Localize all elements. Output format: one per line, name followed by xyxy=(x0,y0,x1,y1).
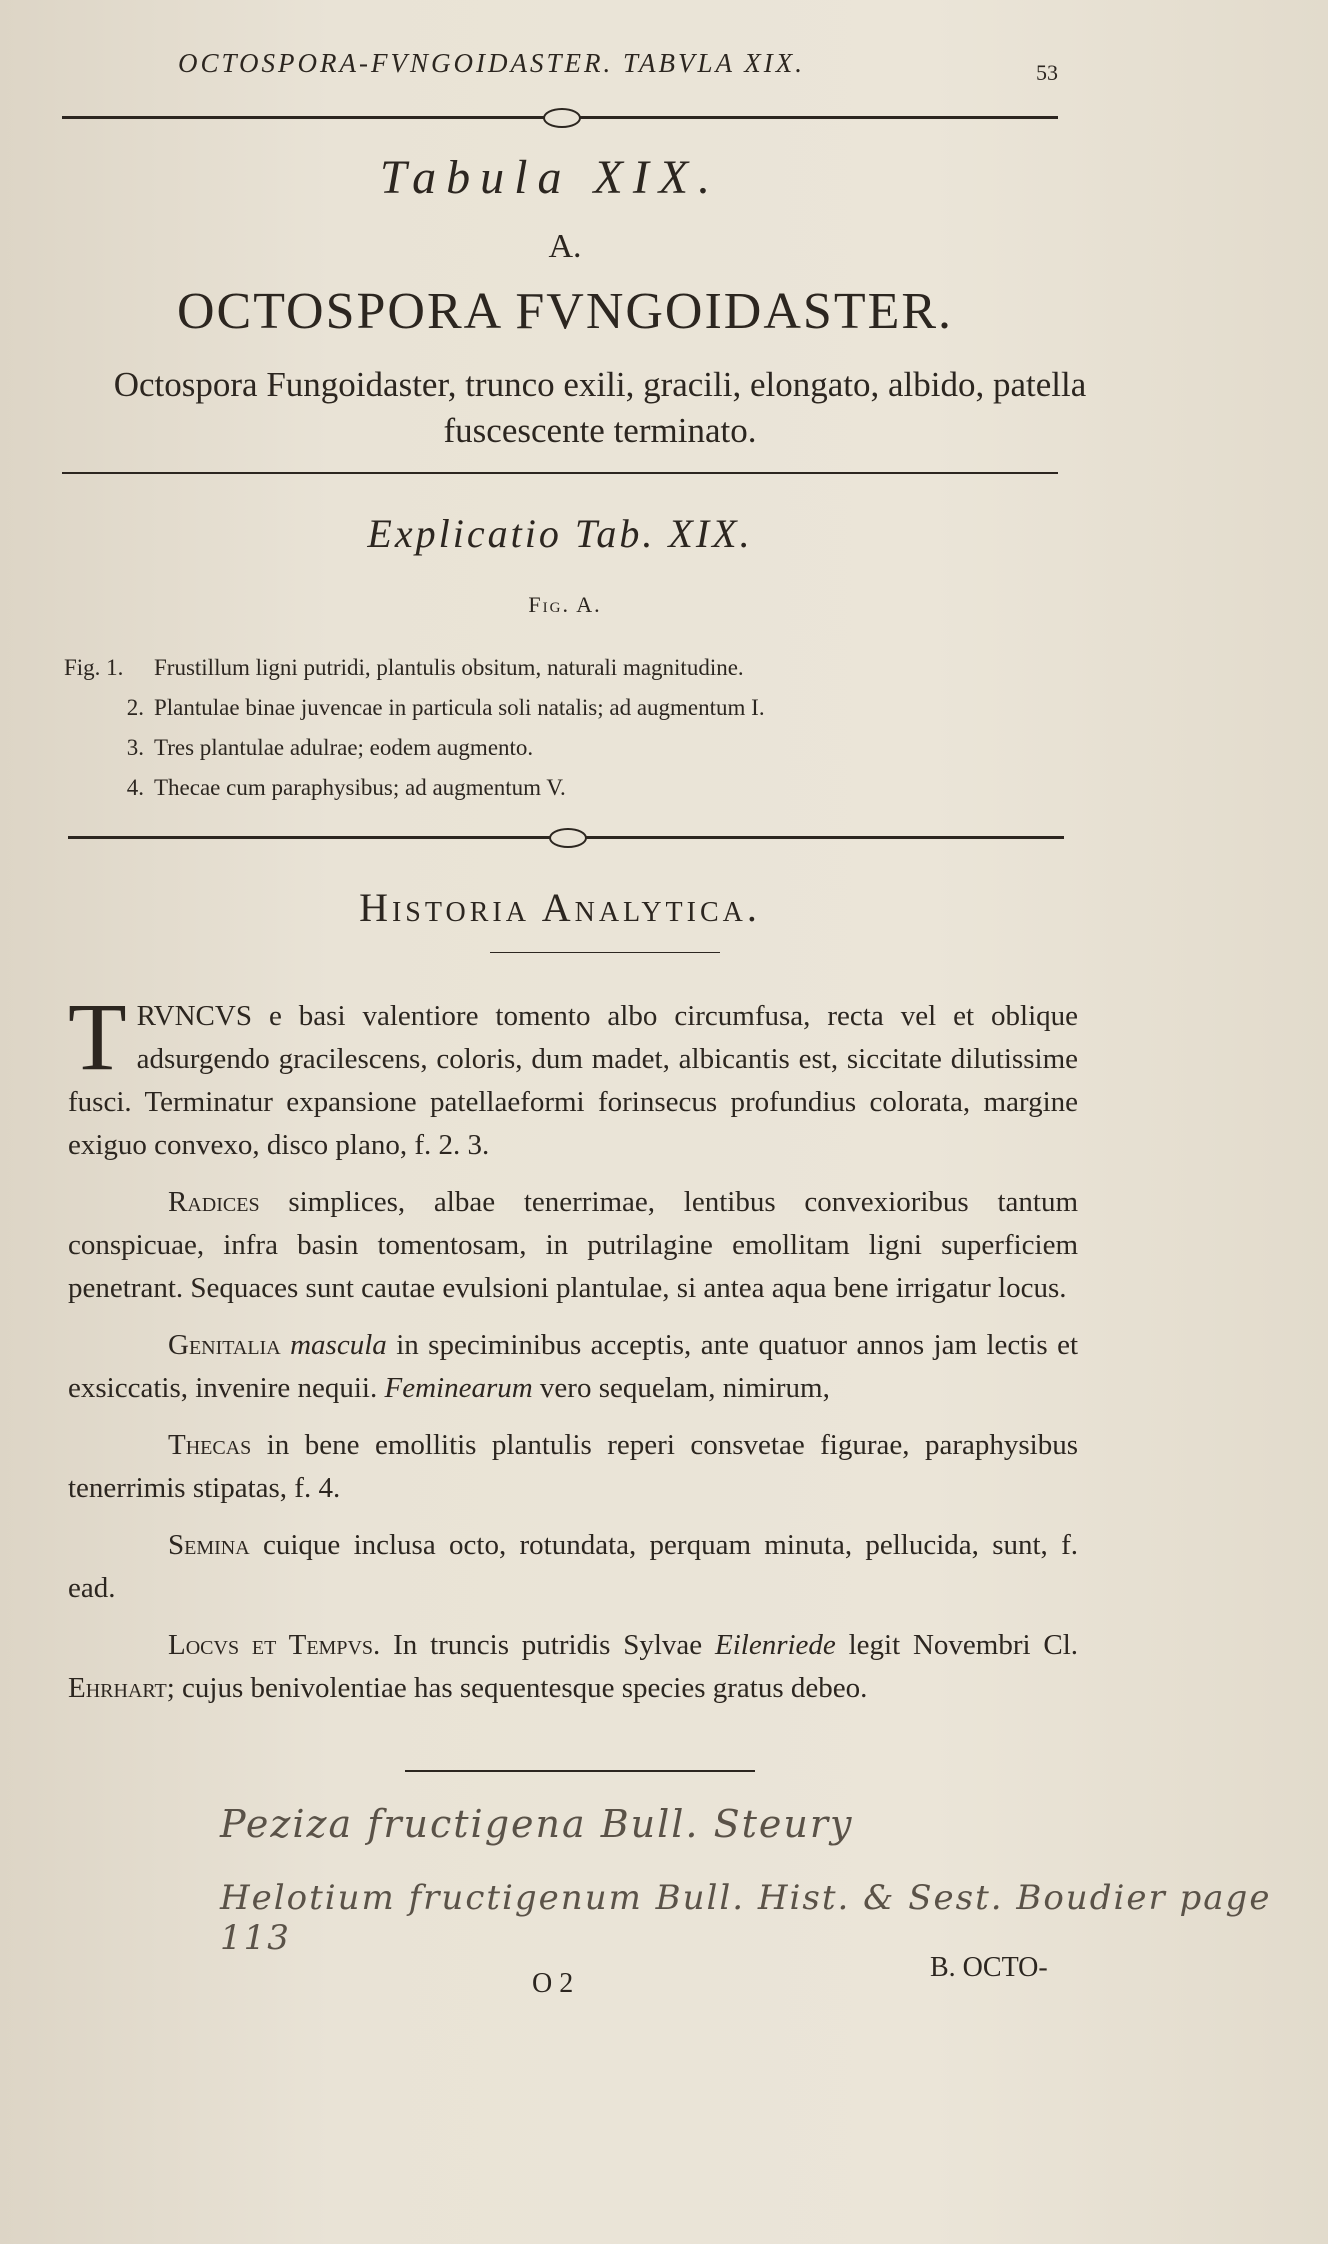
figure-number: 4. xyxy=(126,775,144,800)
radices-text: simplices, albae tenerrimae, lentibus convexioribus tantum conspicuae, infra basin tomentosam, in putrilagine emollitam ligni superficiem penetrant. Sequaces sunt cautae evulsioni plantulae, si antea aqua bene irrigatur locus. xyxy=(68,1186,1079,1304)
locus-text-b: legit Novembri Cl. xyxy=(848,1629,1079,1661)
locus-place: Eilenriede xyxy=(715,1629,836,1661)
paragraph-genitalia xyxy=(68,1324,1078,1410)
locus-text-a: In truncis putridis Sylvae xyxy=(393,1629,703,1661)
paragraph-semina xyxy=(68,1524,1078,1610)
truncus-lead: RVNCVS xyxy=(136,1000,252,1032)
middle-ornate-rule xyxy=(68,836,1064,839)
genitalia-tail: vero sequelam, nimirum, xyxy=(539,1372,830,1404)
locus-text-c: ; cujus benivolentiae has sequentesque species gratus debeo. xyxy=(166,1672,868,1704)
rule-ornament xyxy=(543,108,581,128)
closing-rule xyxy=(405,1770,755,1772)
locus-lead: Locvs et Tempvs. xyxy=(168,1629,381,1661)
genitalia-lead: Genitalia xyxy=(168,1329,281,1361)
semina-text: cuique inclusa octo, rotundata, perquam minuta, pellucida, sunt, f. ead. xyxy=(68,1529,1078,1604)
figure-text: Tres plantulae adulrae; eodem augmento. xyxy=(154,735,534,760)
body-text xyxy=(68,983,1079,1724)
running-head: OCTOSPORA-FVNGOIDASTER. TABVLA XIX. xyxy=(178,48,805,78)
paragraph-truncus xyxy=(68,983,1078,1167)
species-description: Octospora Fungoidaster, trunco exili, gracili, elongato, albido, patella fuscescente terminato. xyxy=(113,365,1087,450)
paragraph-thecas xyxy=(68,1424,1078,1510)
semina-lead: Semina xyxy=(168,1529,250,1561)
figure-item xyxy=(64,728,1064,768)
radices-lead: Radices xyxy=(168,1186,260,1218)
top-ornate-rule xyxy=(62,116,1058,119)
historia-title: Historia Analytica. xyxy=(359,885,761,930)
figure-text: Frustillum ligni putridi, plantulis obsitum, naturali magnitudine. xyxy=(154,655,744,680)
figure-text: Plantulae binae juvencae in particula soli natalis; ad augmentum I. xyxy=(154,695,765,720)
figure-item xyxy=(64,688,1064,728)
plate-letter: A. xyxy=(548,228,582,265)
thecas-text: in bene emollitis plantulis reperi consvetae figurae, paraphysibus tenerrimis stipatas, f. 4. xyxy=(68,1429,1078,1504)
explicatio-title: Explicatio Tab. XIX. xyxy=(367,511,753,556)
short-rule xyxy=(490,952,720,953)
figure-number: Fig. 1. xyxy=(64,655,124,680)
figure-item xyxy=(64,768,1064,808)
figure-number: 2. xyxy=(126,695,144,720)
genitalia-em2: Feminearum xyxy=(384,1372,533,1404)
paragraph-locus xyxy=(68,1624,1078,1710)
rule-ornament xyxy=(549,828,587,848)
figure-list xyxy=(64,648,1064,808)
plate-title: Tabula XIX. xyxy=(379,151,721,204)
locus-person: Ehrhart xyxy=(68,1672,167,1704)
paragraph-radices xyxy=(68,1181,1078,1310)
truncus-text: e basi valentiore tomento albo circumfusa, recta vel et oblique adsurgendo gracilescens, coloris, dum madet, albicantis est, siccitate dilutissime fusci. Terminatur expansione patellaeformi forinsecus profundius colorata, margine exiguo convexo, disco plano, f. 2. 3. xyxy=(68,1000,1078,1161)
figure-number: 3. xyxy=(126,735,144,760)
figure-text: Thecae cum paraphysibus; ad augmentum V. xyxy=(154,775,566,800)
section-rule xyxy=(62,472,1058,474)
fig-heading: Fig. A. xyxy=(528,592,602,617)
page-number: 53 xyxy=(1036,60,1058,85)
species-name: OCTOSPORA FVNGOIDASTER. xyxy=(176,283,954,340)
thecas-lead: Thecas xyxy=(168,1429,252,1461)
handwritten-note: Helotium fructigenum Bull. Hist. & Sest. Boudier page 113 xyxy=(220,1878,1272,1958)
genitalia-em: mascula xyxy=(290,1329,387,1361)
figure-item xyxy=(64,648,1064,688)
signature-mark: O 2 xyxy=(532,1968,574,1999)
handwritten-note: Peziza fructigena Bull. Steury xyxy=(220,1802,854,1846)
genitalia-text: in speciminibus acceptis, ante quatuor annos jam lectis et exsiccatis, invenire nequii. xyxy=(68,1329,1079,1404)
drop-cap: T xyxy=(68,983,127,1090)
catchword: B. OCTO- xyxy=(930,1952,1048,1983)
